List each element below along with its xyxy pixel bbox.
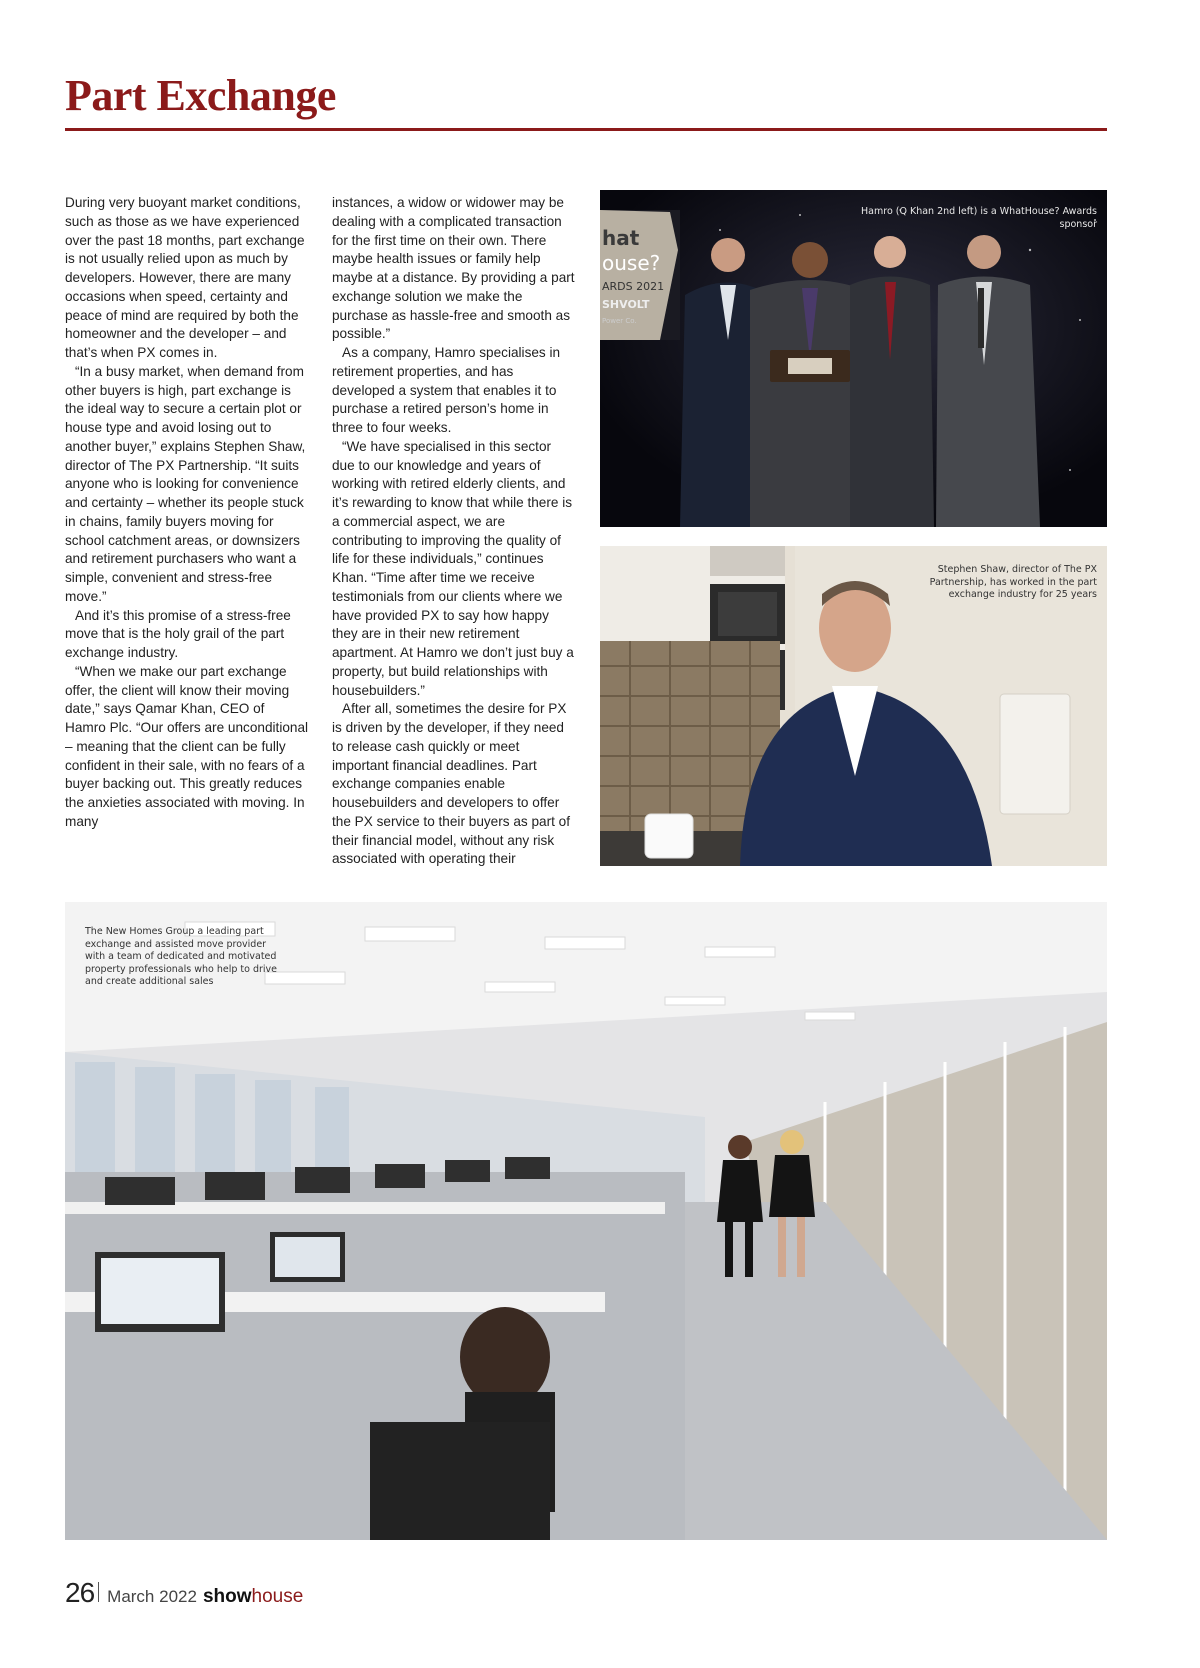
backdrop-text: ouse? [602,251,661,275]
paragraph: “When we make our part exchange offer, the client will know their moving date,” says Qamar Khan, CEO of Hamro Plc. “Our offers are unconditional – meaning that the client can be fully confident in their sale, with no fears of a buyer backing out. This greatly reduces the anxieties associated with moving. In many [65,663,309,829]
office-photo-illustration [65,902,1107,1540]
awards-photo [600,190,1107,527]
article-column-1 [65,194,309,832]
photo-caption: Hamro (Q Khan 2nd left) is a WhatHouse? Awards sponsor [861,206,1097,230]
paragraph: As a company, Hamro specialises in retirement properties, and has developed a system that enables it to purchase a retired person’s home in three to four weeks. [332,345,561,435]
paragraph: And it’s this promise of a stress-free move that is the holy grail of the part exchange industry. [65,607,291,660]
photo-caption: Stephen Shaw, director of The PX Partnership, has worked in the part exchange industry for 25 years [929,564,1097,600]
brand-logo-show: show [202,1586,252,1607]
backdrop-text: Power Co. [602,317,637,325]
issue-date: March 2022 [107,1587,197,1606]
backdrop-text: hat [602,226,640,250]
article-column-2 [332,194,576,869]
portrait-photo [600,546,1107,866]
page-footer [65,1577,303,1609]
backdrop-text: SHVOLT [602,298,650,311]
paragraph: instances, a widow or widower may be dealing with a complicated transaction for the first time on their own. There maybe health issues or family help maybe at a distance. By providing a part exchange solution we make the purchase as hassle-free and smooth as possible.” [332,195,575,342]
article-title: Part Exchange [65,71,336,120]
photo-caption: The New Homes Group a leading part exchange and assisted move provider with a team of dedicated and motivated property professionals who help to drive and create additional sales [85,926,277,987]
page-number: 26 [65,1577,95,1608]
paragraph: During very buoyant market conditions, such as those as we have experienced over the past 18 months, part exchange is not usually relied upon as much by developers. However, there are many occasions when speed, certainty and peace of mind are required by both the homeowner and the developer – and that’s when PX comes in. [65,195,305,360]
paragraph: After all, sometimes the desire for PX is driven by the developer, if they need to release cash quickly or meet important financial deadlines. Part exchange companies enable housebuilders and developers to offer the PX service to their buyers as part of their financial model, without any risk associated with operating their [332,701,571,867]
footer-divider [98,1582,99,1602]
paragraph: “We have specialised in this sector due to our knowledge and years of working with retired elderly clients, and it’s rewarding to know that while there is a commercial aspect, we are contributing to improving the quality of life for these individuals,” continues Khan. “Time after time we receive testimonials from our clients where we have provided PX to say how happy they are in their new retirement apartment. At Hamro we don’t just buy a property, but build relationships with housebuilders.” [332,438,574,698]
backdrop-text: ARDS 2021 [602,280,665,293]
paragraph: “In a busy market, when demand from other buyers is high, part exchange is the ideal way to secure a certain plot or house type and avoid losing out to another buyer,” explains Stephen Shaw, director of The PX Partnership. “It suits anyone who is looking for convenience and certainty – whether its people stuck in chains, family buyers moving for school catchment areas, or downsizers and retirement purchasers who want a simple, convenient and stress-free move.” [65,363,306,604]
title-rule [65,128,1107,131]
office-photo [65,902,1107,1540]
brand-logo-house: house [251,1586,304,1607]
awards-photo-illustration [600,190,1107,527]
